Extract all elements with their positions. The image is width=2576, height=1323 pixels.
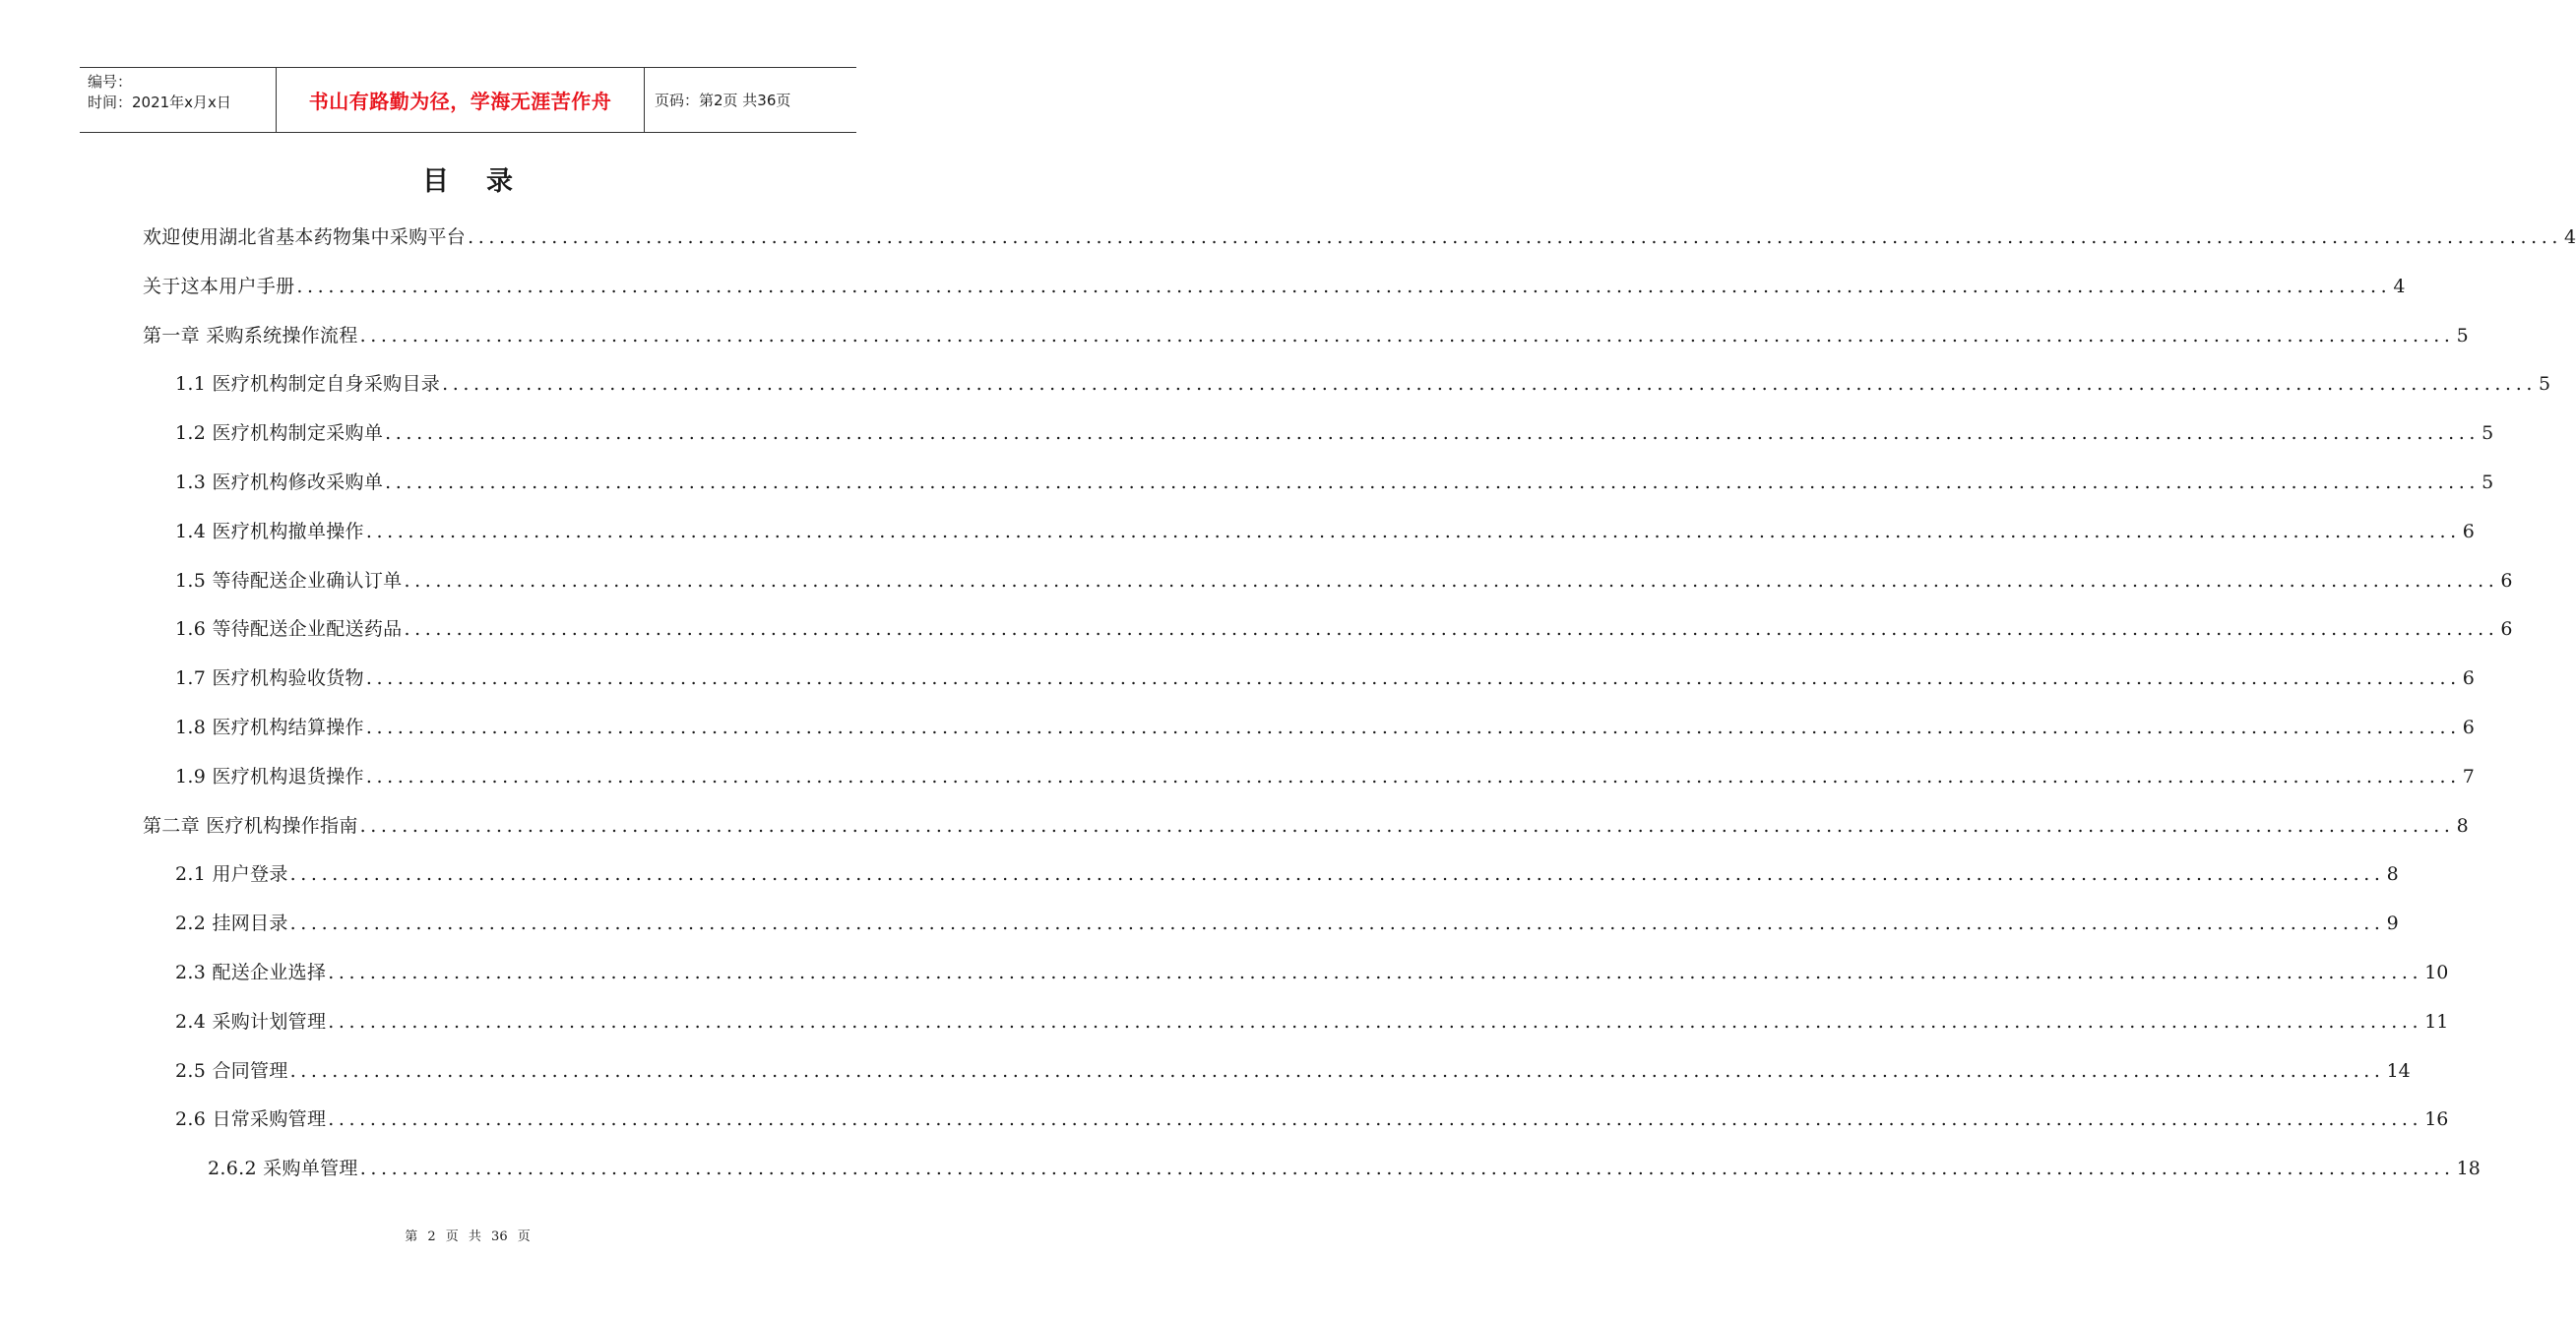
- toc-entry-title: 1.5 等待配送企业确认订单: [175, 569, 403, 592]
- toc-entry-title: 1.2 医疗机构制定采购单: [175, 422, 384, 445]
- toc-entry-page: 10: [2424, 962, 2449, 983]
- date-label: 时间：2021年x月x日: [88, 94, 231, 111]
- toc-dot-leader: ........................................................................................................................................................................................................: [328, 1108, 2423, 1131]
- toc-entry-page: 7: [2462, 765, 2475, 788]
- toc-entry-title: 第二章 医疗机构操作指南: [143, 814, 358, 837]
- toc-entry[interactable]: [175, 361, 2551, 397]
- toc-entry-title: 1.1 医疗机构制定自身采购目录: [175, 373, 441, 396]
- toc-dot-leader: ........................................................................................................................................................................................................: [289, 1059, 2385, 1082]
- toc-entry[interactable]: [175, 558, 2513, 594]
- toc-entry-page: 4: [2564, 226, 2576, 248]
- toc-dot-leader: ........................................................................................................................................................................................................: [328, 1010, 2423, 1033]
- toc-entry-title: 2.6.2 采购单管理: [208, 1158, 358, 1180]
- toc-dot-leader: ........................................................................................................................................................................................................: [365, 667, 2461, 690]
- toc-entry[interactable]: [175, 851, 2399, 887]
- toc-entry[interactable]: [208, 1146, 2481, 1181]
- toc-dot-leader: ........................................................................................................................................................................................................: [365, 765, 2461, 788]
- toc-entry-page: 6: [2500, 618, 2513, 641]
- toc-entry-title: 2.4 采购计划管理: [175, 1010, 327, 1033]
- toc-entry[interactable]: [175, 950, 2449, 985]
- toc-entry-page: 11: [2424, 1010, 2449, 1033]
- toc-dot-leader: ........................................................................................................................................................................................................: [404, 569, 2499, 592]
- toc-entry-title: 2.1 用户登录: [175, 863, 288, 886]
- toc-entry-title: 1.7 医疗机构验收货物: [175, 667, 364, 690]
- header-page-info: 页码：第2页 共36页: [655, 92, 791, 109]
- toc-entry-page: 5: [2482, 472, 2494, 493]
- toc-entry-page: 14: [2386, 1059, 2411, 1082]
- toc-entry-title: 欢迎使用湖北省基本药物集中采购平台: [143, 226, 467, 248]
- toc-entry-page: 18: [2456, 1158, 2481, 1180]
- toc-entry-title: 1.4 医疗机构撤单操作: [175, 520, 364, 542]
- toc-entry-page: 6: [2462, 520, 2475, 542]
- toc-entry[interactable]: [175, 410, 2494, 446]
- toc-dot-leader: ........................................................................................................................................................................................................: [328, 962, 2423, 983]
- toc-entry[interactable]: [143, 215, 2576, 250]
- toc-entry[interactable]: [143, 313, 2469, 348]
- toc-entry-page: 6: [2462, 717, 2475, 738]
- header-motto: 书山有路勤为径，学海无涯苦作舟: [277, 68, 645, 132]
- toc-entry-title: 2.6 日常采购管理: [175, 1108, 327, 1131]
- toc-entry-page: 5: [2482, 422, 2494, 445]
- toc-dot-leader: ........................................................................................................................................................................................................: [289, 913, 2385, 935]
- toc-entry[interactable]: [175, 999, 2449, 1035]
- toc-dot-leader: ........................................................................................................................................................................................................: [296, 275, 2392, 297]
- toc-dot-leader: ........................................................................................................................................................................................................: [404, 618, 2499, 641]
- toc-entry-page: 4: [2393, 275, 2406, 297]
- toc-entry-page: 16: [2424, 1108, 2449, 1131]
- toc-entry-title: 1.6 等待配送企业配送药品: [175, 618, 403, 641]
- page-footer: 第 2 页 共 36 页: [405, 1229, 531, 1244]
- toc-entry[interactable]: [175, 705, 2475, 740]
- toc-entry[interactable]: [175, 606, 2513, 642]
- toc-entry[interactable]: [175, 509, 2475, 544]
- toc-entry[interactable]: [143, 264, 2406, 299]
- toc-dot-leader: ........................................................................................................................................................................................................: [365, 520, 2461, 542]
- toc-dot-leader: ........................................................................................................................................................................................................: [468, 226, 2563, 248]
- toc-dot-leader: ........................................................................................................................................................................................................: [359, 324, 2455, 346]
- toc-entry-title: 2.3 配送企业选择: [175, 962, 327, 983]
- toc-entry[interactable]: [175, 460, 2494, 495]
- toc-entry[interactable]: [143, 803, 2469, 839]
- toc-entry-title: 1.3 医疗机构修改采购单: [175, 472, 384, 493]
- header-meta: [80, 68, 277, 132]
- page-header: [80, 67, 856, 133]
- toc-entry-page: 6: [2462, 667, 2475, 690]
- toc-entry-title: 第一章 采购系统操作流程: [143, 324, 358, 346]
- toc-entry-title: 1.9 医疗机构退货操作: [175, 765, 364, 788]
- toc-entry-page: 5: [2456, 324, 2469, 346]
- toc-title: 目录: [422, 166, 550, 197]
- toc-entry[interactable]: [175, 901, 2399, 936]
- toc-dot-leader: ........................................................................................................................................................................................................: [365, 717, 2461, 738]
- toc-dot-leader: ........................................................................................................................................................................................................: [359, 1158, 2455, 1180]
- toc-dot-leader: ........................................................................................................................................................................................................: [442, 373, 2537, 396]
- toc-dot-leader: ........................................................................................................................................................................................................: [289, 863, 2385, 886]
- toc-entry[interactable]: [175, 1048, 2411, 1084]
- toc-entry[interactable]: [175, 754, 2475, 789]
- toc-entry-page: 6: [2500, 569, 2513, 592]
- toc-entry-page: 8: [2386, 863, 2399, 886]
- toc-entry[interactable]: [175, 656, 2475, 691]
- toc-entry-page: 8: [2456, 814, 2469, 837]
- toc-entry-page: 5: [2538, 373, 2551, 396]
- toc-dot-leader: ........................................................................................................................................................................................................: [385, 472, 2481, 493]
- toc-entry-page: 9: [2386, 913, 2399, 935]
- toc-entry-title: 2.5 合同管理: [175, 1059, 288, 1082]
- number-label: 编号：: [88, 73, 133, 91]
- toc-entry[interactable]: [175, 1097, 2449, 1132]
- toc-dot-leader: ........................................................................................................................................................................................................: [359, 814, 2455, 837]
- toc-entry-title: 关于这本用户手册: [143, 275, 295, 297]
- toc-dot-leader: ........................................................................................................................................................................................................: [385, 422, 2481, 445]
- toc-entry-title: 1.8 医疗机构结算操作: [175, 717, 364, 738]
- toc-entry-title: 2.2 挂网目录: [175, 913, 288, 935]
